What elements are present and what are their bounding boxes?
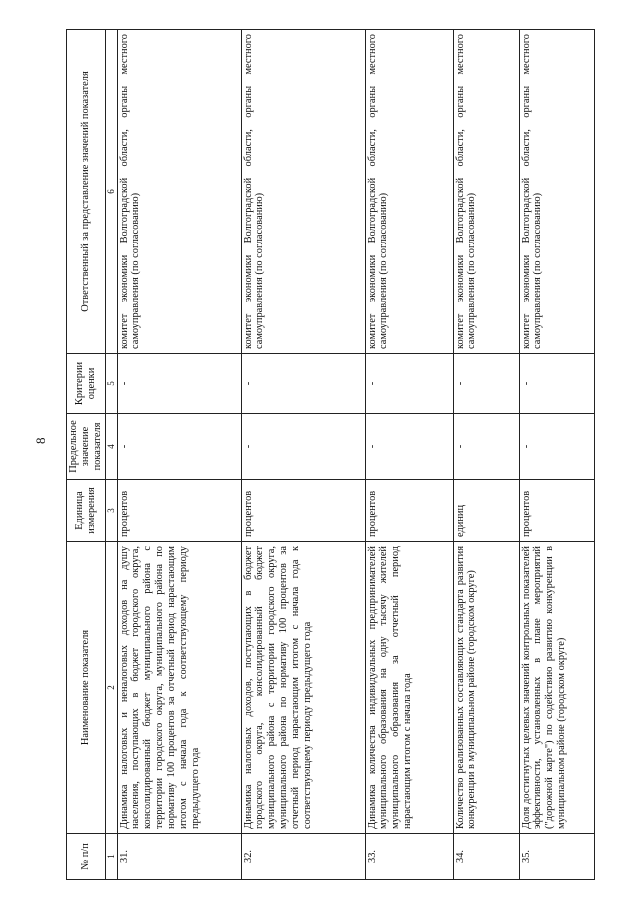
column-number-row	[105, 30, 117, 880]
unit-cell: процентов	[519, 480, 594, 542]
header-limit: Предельное значение показателя	[67, 414, 106, 480]
limit-cell: -	[453, 414, 519, 480]
page-number: 8	[33, 437, 48, 444]
limit-cell: -	[519, 414, 594, 480]
criteria-cell: -	[453, 354, 519, 414]
responsible-cell: комитет экономики Волгоградской области, органы местного самоуправления (по согласованию)	[117, 30, 241, 354]
criteria-cell: -	[117, 354, 241, 414]
unit-cell: процентов	[241, 480, 365, 542]
table-row	[117, 30, 241, 880]
row-number: 35.	[519, 834, 594, 880]
table-row	[241, 30, 365, 880]
responsible-cell: комитет экономики Волгоградской области, органы местного самоуправления (по согласованию)	[519, 30, 594, 354]
header-responsible: Ответственный за представление значений показателя	[67, 30, 106, 354]
indicator-name: Количество реализованных составляющих стандарта развития конкуренции в муниципальном районе (городском округе)	[453, 542, 519, 834]
indicator-name: Динамика количества индивидуальных предпринимателей муниципального образования на одну тысячу жителей муниципального образования за отчетный период нарастающим итогом с начала года	[365, 542, 453, 834]
indicator-name: Динамика налоговых доходов, поступающих в бюджет городского округа, консолидированный бюджет муниципального района с территории городского округа, муниципального района по нормативу 100 процентов за отчетный период нарастающим итогом с начала года к соответствующему периоду предыдущего года	[241, 542, 365, 834]
table-row	[453, 30, 519, 880]
header-num: № п/п	[67, 834, 106, 880]
header-unit: Единица измерения	[67, 480, 106, 542]
column-number: 4	[105, 414, 117, 480]
limit-cell: -	[117, 414, 241, 480]
responsible-cell: комитет экономики Волгоградской области, органы местного самоуправления (по согласованию)	[241, 30, 365, 354]
header-name: Наименование показателя	[67, 542, 106, 834]
column-number: 3	[105, 480, 117, 542]
responsible-cell: комитет экономики Волгоградской области, органы местного самоуправления (по согласованию)	[453, 30, 519, 354]
criteria-cell: -	[241, 354, 365, 414]
indicator-name: Динамика налоговых и неналоговых доходов на душу населения, поступающих в бюджет городского округа, консолидированный бюджет муниципального района с территории городского округа, муниципального района по нормативу 100 процентов за отчетный период нарастающим итогом с начала года к соответствующему периоду предыдущего года	[117, 542, 241, 834]
unit-cell: процентов	[117, 480, 241, 542]
column-number: 6	[105, 30, 117, 354]
criteria-cell: -	[519, 354, 594, 414]
indicator-name: Доля достигнутых целевых значений контрольных показателей эффективности, установленных в плане мероприятий ("дорожной карте") по содействию развитию конкуренции в муниципальном районе (городском округе)	[519, 542, 594, 834]
limit-cell: -	[241, 414, 365, 480]
table-row	[519, 30, 594, 880]
row-number: 33.	[365, 834, 453, 880]
column-number: 5	[105, 354, 117, 414]
unit-cell: единиц	[453, 480, 519, 542]
row-number: 34.	[453, 834, 519, 880]
row-number: 32.	[241, 834, 365, 880]
criteria-cell: -	[365, 354, 453, 414]
row-number: 31.	[117, 834, 241, 880]
indicators-table	[66, 29, 595, 880]
limit-cell: -	[365, 414, 453, 480]
rotated-page-content	[66, 30, 576, 880]
table-row	[365, 30, 453, 880]
header-row	[67, 30, 106, 880]
header-criteria: Критерии оценки	[67, 354, 106, 414]
unit-cell: процентов	[365, 480, 453, 542]
column-number: 1	[105, 834, 117, 880]
column-number: 2	[105, 542, 117, 834]
responsible-cell: комитет экономики Волгоградской области, органы местного самоуправления (по согласованию)	[365, 30, 453, 354]
